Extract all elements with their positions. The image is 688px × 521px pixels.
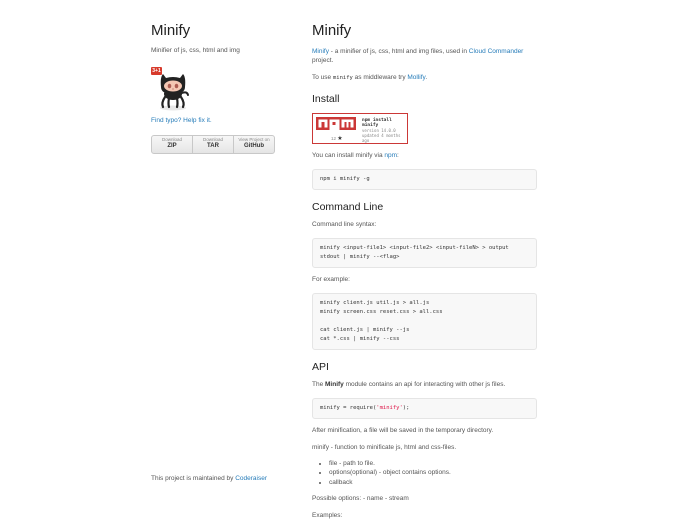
npm-updated: updated 4 months ago (362, 132, 401, 143)
code-line (320, 317, 529, 326)
api-text-suffix: module contains an api for interacting with other js files. (343, 381, 506, 389)
footer-text: This project is maintained by (151, 475, 236, 482)
npm-star-count: 12 (331, 135, 337, 141)
list-item: • file - path to file. (329, 459, 537, 469)
intro-text: - a minifier of js, css, html and img files, used in (328, 48, 469, 55)
octocat-avatar (151, 67, 193, 111)
main-content (312, 22, 537, 521)
code-line: minify <input-file1> <input-file2> <input-fileN> > output (320, 245, 509, 252)
list-item: • callback (329, 478, 537, 488)
sidebar (151, 22, 273, 154)
npm-link[interactable]: npm (384, 151, 398, 159)
code-string: 'minify' (376, 405, 403, 412)
star-icon: ★ (337, 135, 343, 142)
main-title: Minify (312, 22, 352, 39)
cli-syntax-text: Command line syntax: (312, 221, 377, 229)
npm-logo-icon (316, 117, 356, 134)
download-zip-label: ZIP (167, 143, 177, 150)
code-suffix: ); (402, 405, 410, 412)
sidebar-title: Minify (151, 22, 191, 39)
code-line: stdout | minify --<flag> (320, 254, 400, 261)
api-paragraph (312, 381, 537, 390)
code-line: npm i minify -g (320, 175, 370, 182)
coderaiser-link[interactable]: Coderaiser (235, 475, 267, 482)
view-github-caption: View Project on (238, 136, 270, 142)
npm-version: version 14.0.0 (362, 127, 396, 133)
code-line: minify client.js util.js > all.js (320, 299, 430, 306)
npm-install-command: npm install minify (362, 117, 392, 128)
code-line (320, 404, 529, 413)
minify-function-text: minify - function to minificate js, html and css-files. (312, 443, 457, 451)
middleware-mid: as middleware try (352, 73, 408, 81)
example-code-block (312, 293, 537, 350)
install-text: You can install minify via (312, 151, 385, 159)
download-zip-button[interactable] (152, 136, 193, 153)
api-heading: API (312, 360, 329, 373)
minify-link[interactable]: Minify (312, 48, 329, 55)
install-paragraph (312, 152, 537, 161)
middleware-prefix: To use (312, 73, 333, 81)
install-text-suffix: : (397, 151, 399, 159)
cloud-commander-link[interactable]: Cloud Commander (468, 48, 524, 55)
download-tar-label: TAR (207, 143, 219, 150)
find-typo-link[interactable]: Find typo? Help fix it. (151, 116, 212, 124)
middleware-paragraph (312, 74, 537, 83)
api-text-prefix: The (312, 381, 326, 389)
download-tar-caption: Download (202, 136, 223, 142)
view-github-label: GitHub (244, 143, 264, 150)
intro-suffix: project. (312, 56, 334, 64)
code-prefix: minify = require( (320, 405, 377, 412)
npm-badge-text (362, 118, 407, 143)
intro-paragraph (312, 48, 537, 66)
code-line: minify screen.css reset.css > all.css (320, 308, 443, 315)
npm-badge[interactable] (312, 113, 408, 144)
install-code-block (312, 169, 537, 190)
sidebar-subtitle: Minifier of js, css, html and img (151, 47, 240, 54)
download-buttons (151, 135, 275, 154)
download-zip-caption: Download (161, 136, 182, 142)
list-item: • options(optional) - object contains options. (329, 468, 537, 478)
middleware-code: minify (332, 74, 353, 81)
api-text-strong: Minify (325, 381, 344, 389)
api-code-block (312, 398, 537, 419)
examples-text: Examples: (312, 511, 343, 519)
download-tar-button[interactable] (193, 136, 234, 153)
ribbon-badge: 3+1 (152, 67, 161, 74)
view-github-button[interactable] (234, 136, 274, 153)
cli-code-block (312, 238, 537, 268)
code-line: cat *.css | minify --css (320, 335, 400, 342)
after-minification-text: After minification, a file will be saved in the temporary directory. (312, 427, 494, 435)
sidebar-footer (151, 475, 267, 484)
command-line-heading: Command Line (312, 200, 384, 213)
possible-options-text: Possible options: - name - stream (312, 495, 409, 503)
code-line: cat client.js | minify --js (320, 326, 410, 333)
param-list (312, 459, 537, 488)
npm-stars (331, 135, 343, 143)
mollify-link[interactable]: Mollify (407, 73, 426, 81)
middleware-suffix: . (425, 73, 428, 81)
example-text: For example: (312, 276, 350, 284)
install-heading: Install (312, 93, 340, 106)
